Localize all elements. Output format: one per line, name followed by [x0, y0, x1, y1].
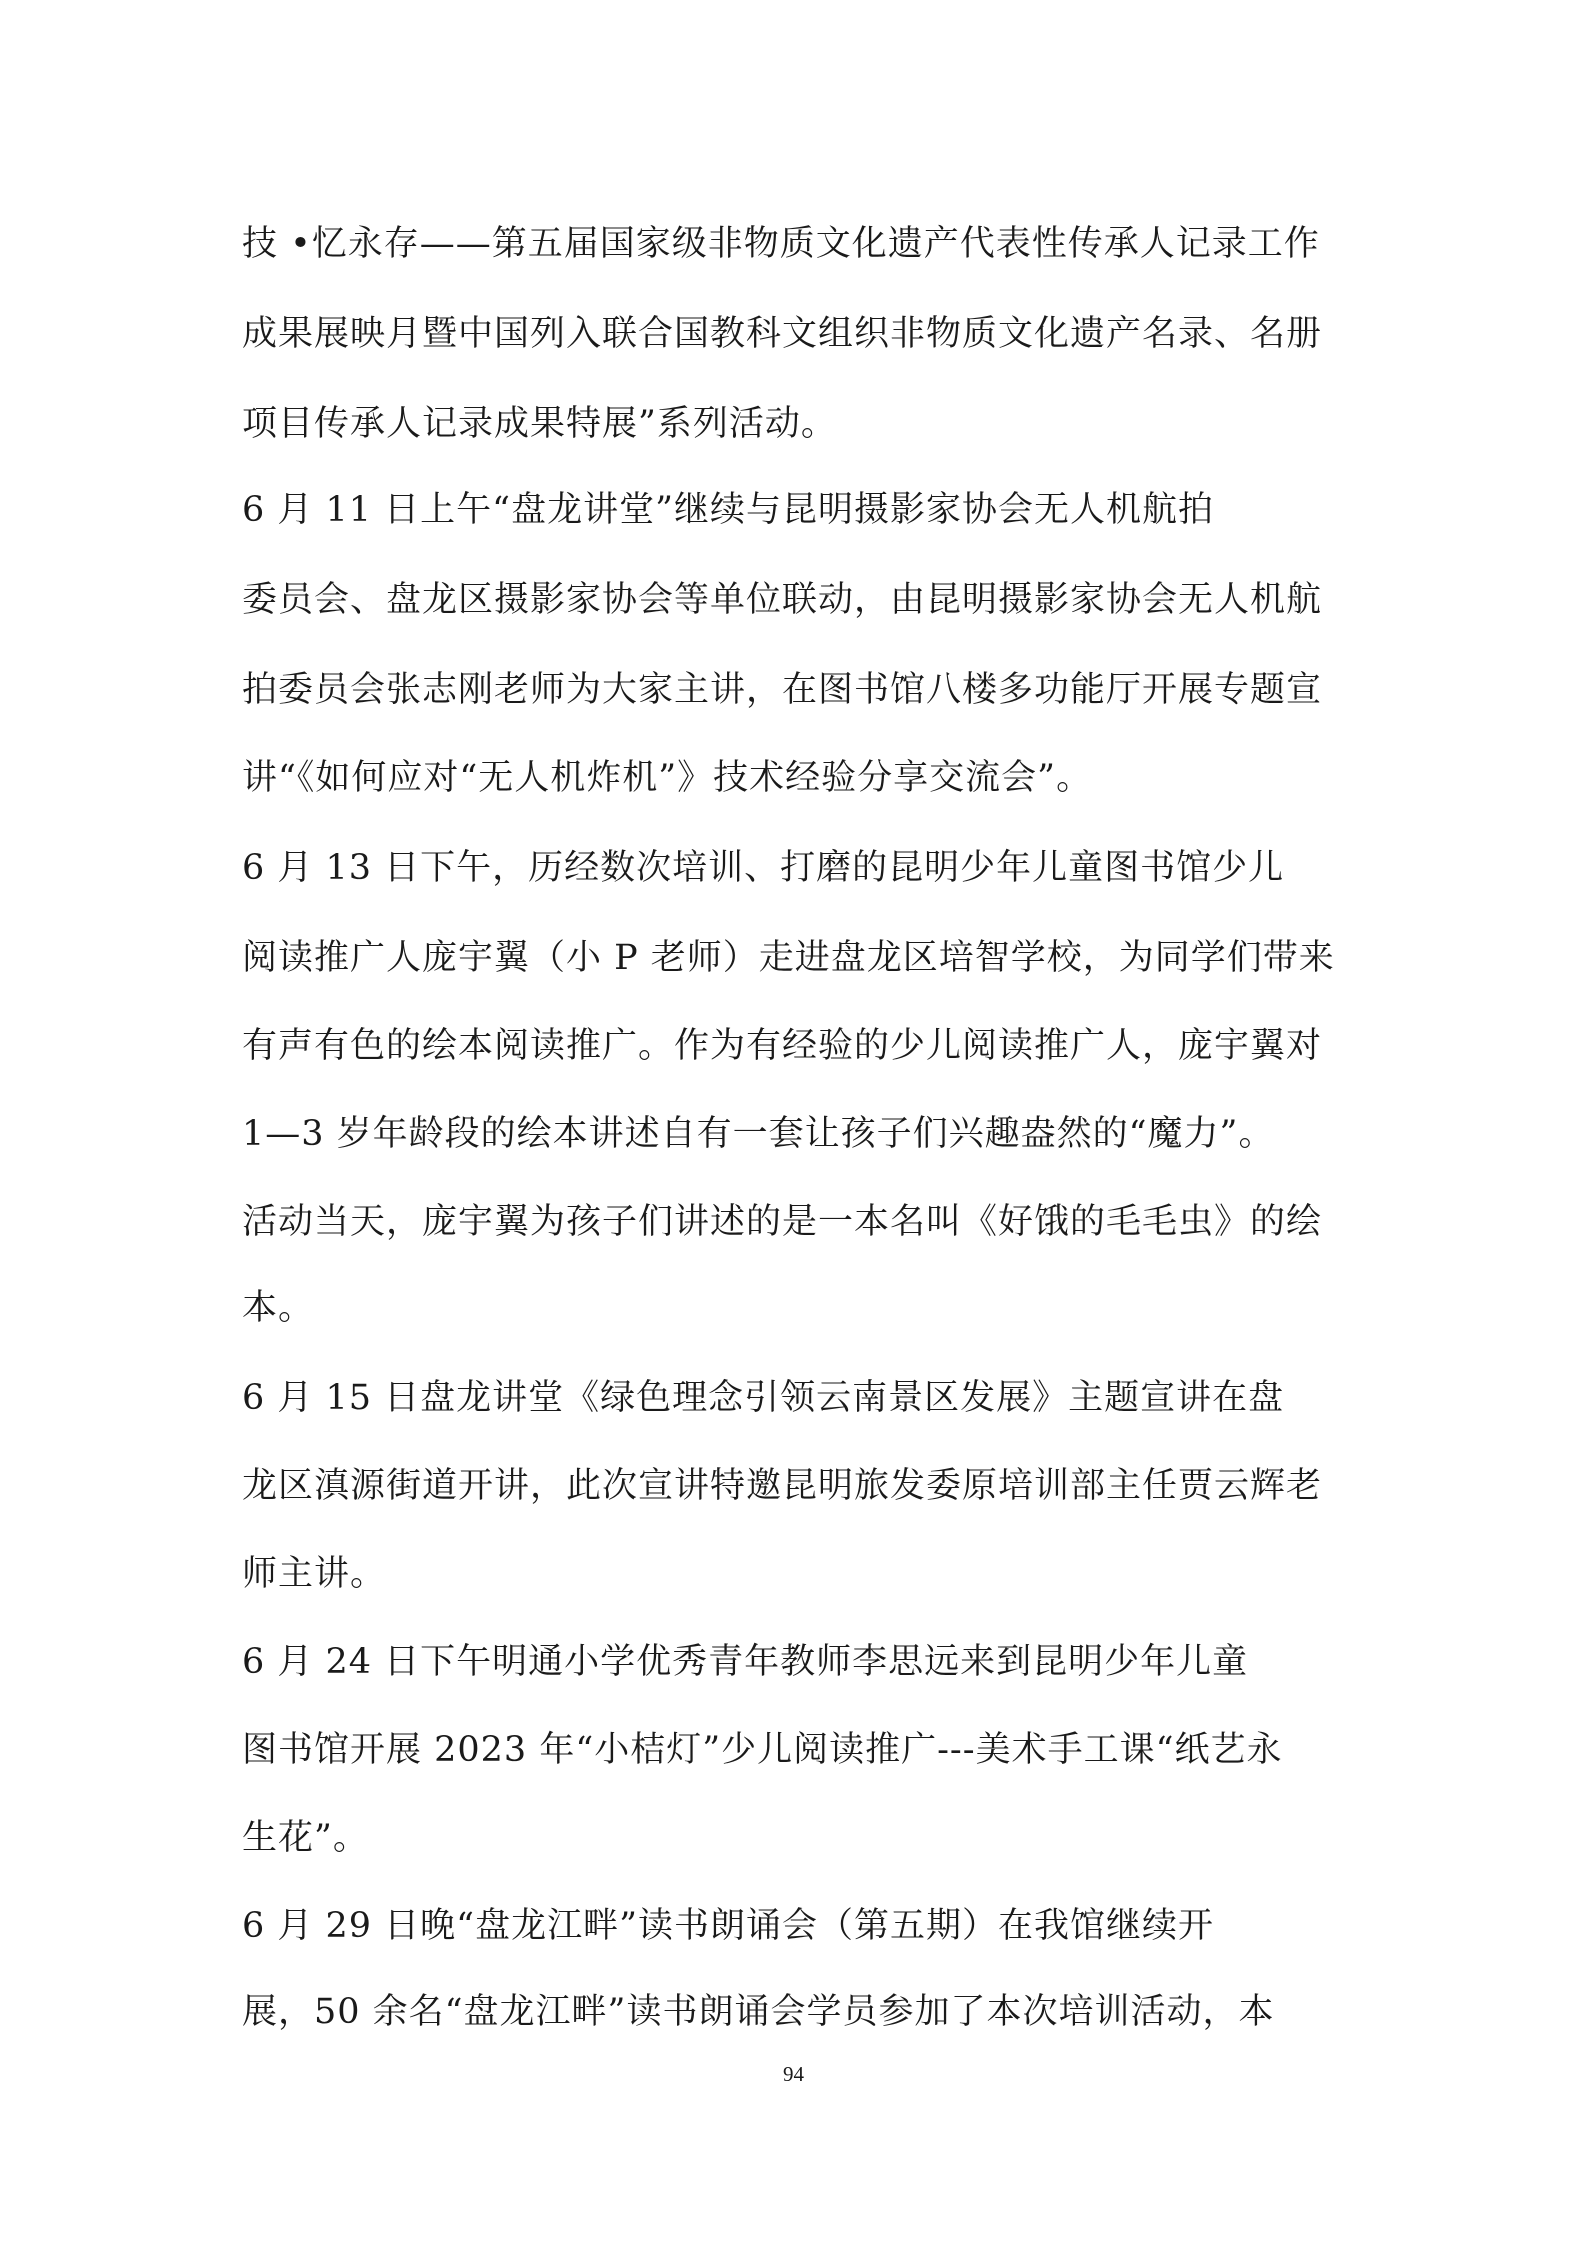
paragraph-5-line-3: 生花”。	[242, 1818, 369, 1858]
paragraph-3-line-2: 阅读推广人庞宇翼（小 P 老师）走进盘龙区培智学校，为同学们带来	[242, 938, 1335, 978]
paragraph-1-line-2: 成果展映月暨中国列入联合国教科文组织非物质文化遗产名录、名册	[242, 314, 1323, 354]
paragraph-5-line-1: 6 月 24 日下午明通小学优秀青年教师李思远来到昆明少年儿童	[242, 1642, 1249, 1682]
paragraph-4-line-1: 6 月 15 日盘龙讲堂《绿色理念引领云南景区发展》主题宣讲在盘	[242, 1378, 1285, 1418]
paragraph-2-line-2: 委员会、盘龙区摄影家协会等单位联动，由昆明摄影家协会无人机航	[242, 580, 1323, 620]
page-number: 94	[783, 2062, 804, 2086]
paragraph-6-line-2: 展，50 余名“盘龙江畔”读书朗诵会学员参加了本次培训活动，本	[242, 1992, 1275, 2032]
paragraph-1-line-3: 项目传承人记录成果特展”系列活动。	[242, 404, 837, 444]
paragraph-3-line-6: 本。	[242, 1288, 315, 1328]
paragraph-2-line-1: 6 月 11 日上午“盘龙讲堂”继续与昆明摄影家协会无人机航拍	[242, 490, 1214, 530]
paragraph-3-line-5: 活动当天，庞宇翼为孩子们讲述的是一本名叫《好饿的毛毛虫》的绘	[242, 1202, 1323, 1242]
paragraph-1-line-1: 技 •忆永存——第五届国家级非物质文化遗产代表性传承人记录工作	[242, 224, 1320, 264]
paragraph-4-line-3: 师主讲。	[242, 1554, 387, 1594]
paragraph-2-line-4: 讲“《如何应对“无人机炸机”》技术经验分享交流会”。	[242, 758, 1093, 798]
paragraph-4-line-2: 龙区滇源街道开讲，此次宣讲特邀昆明旅发委原培训部主任贾云辉老	[242, 1466, 1323, 1506]
paragraph-5-line-2: 图书馆开展 2023 年“小桔灯”少儿阅读推广---美术手工课“纸艺永	[242, 1730, 1283, 1770]
paragraph-2-line-3: 拍委员会张志刚老师为大家主讲，在图书馆八楼多功能厅开展专题宣	[242, 670, 1323, 710]
paragraph-3-line-4: 1—3 岁年龄段的绘本讲述自有一套让孩子们兴趣盎然的“魔力”。	[242, 1114, 1275, 1154]
paragraph-6-line-1: 6 月 29 日晚“盘龙江畔”读书朗诵会（第五期）在我馆继续开	[242, 1906, 1214, 1946]
paragraph-3-line-3: 有声有色的绘本阅读推广。作为有经验的少儿阅读推广人，庞宇翼对	[242, 1026, 1323, 1066]
paragraph-3-line-1: 6 月 13 日下午，历经数次培训、打磨的昆明少年儿童图书馆少儿	[242, 848, 1285, 888]
